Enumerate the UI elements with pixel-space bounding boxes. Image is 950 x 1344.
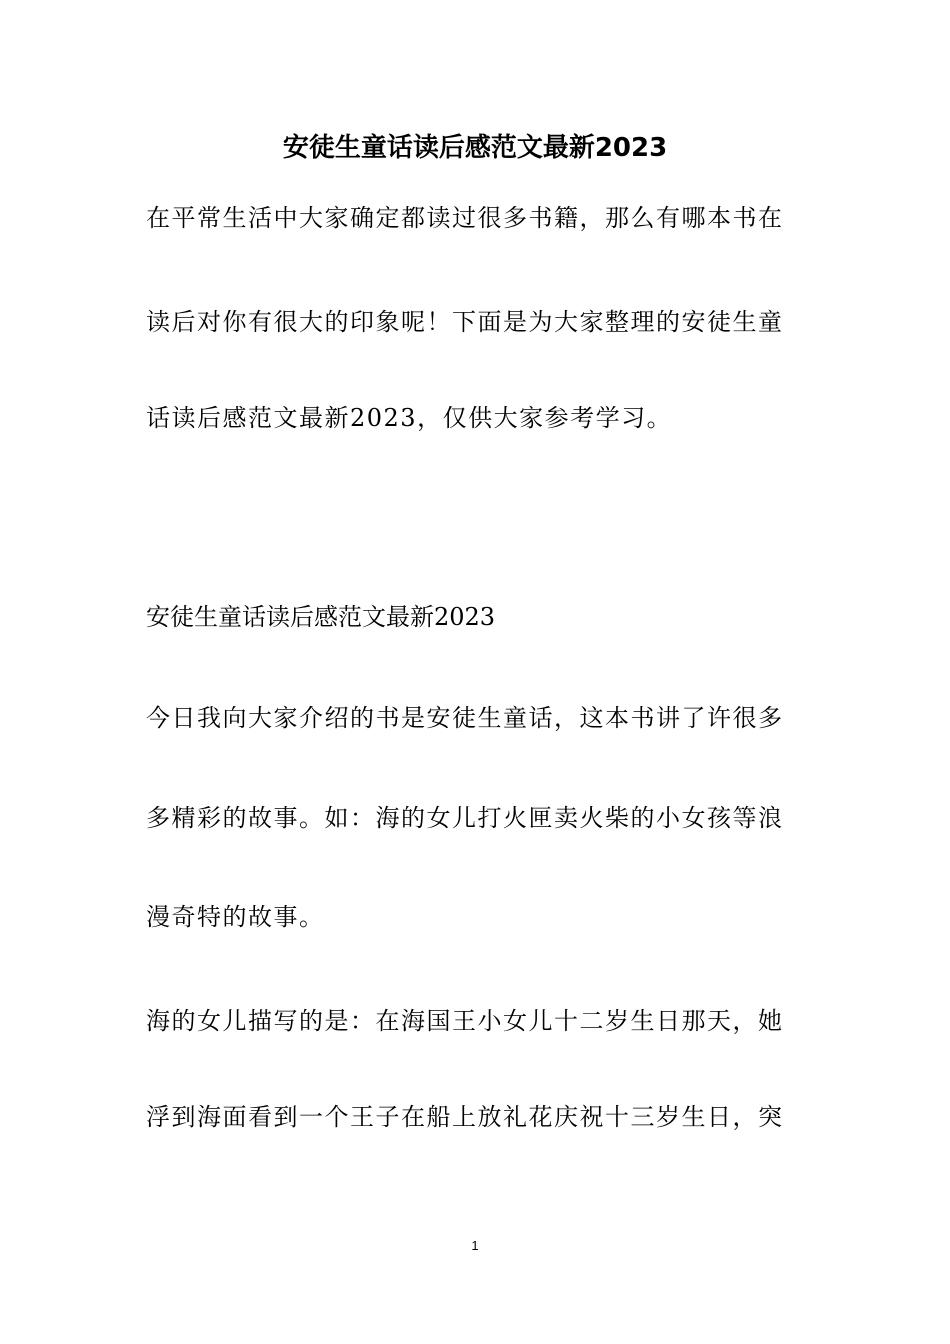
paragraph1-line-1: 今日我向大家介绍的书是安徒生童话，这本书讲了许很多 xyxy=(146,704,784,732)
intro-line-3: 话读后感范文最新2023，仅供大家参考学习。 xyxy=(146,404,673,432)
intro-line-1: 在平常生活中大家确定都读过很多书籍，那么有哪本书在 xyxy=(146,204,784,232)
paragraph2-line-2: 浮到海面看到一个王子在船上放礼花庆祝十三岁生日，突 xyxy=(146,1103,784,1131)
paragraph2-line-1: 海的女儿描写的是：在海国王小女儿十二岁生日那天，她 xyxy=(146,1007,784,1035)
paragraph1-line-3: 漫奇特的故事。 xyxy=(146,903,325,931)
intro-line-2: 读后对你有很大的印象呢！下面是为大家整理的安徒生童 xyxy=(146,308,784,336)
page-number: 1 xyxy=(471,1238,479,1253)
paragraph1-line-2: 多精彩的故事。如：海的女儿打火匣卖火柴的小女孩等浪 xyxy=(146,804,784,832)
document-title: 安徒生童话读后感范文最新2023 xyxy=(282,133,668,163)
section-heading: 安徒生童话读后感范文最新2023 xyxy=(146,603,496,631)
